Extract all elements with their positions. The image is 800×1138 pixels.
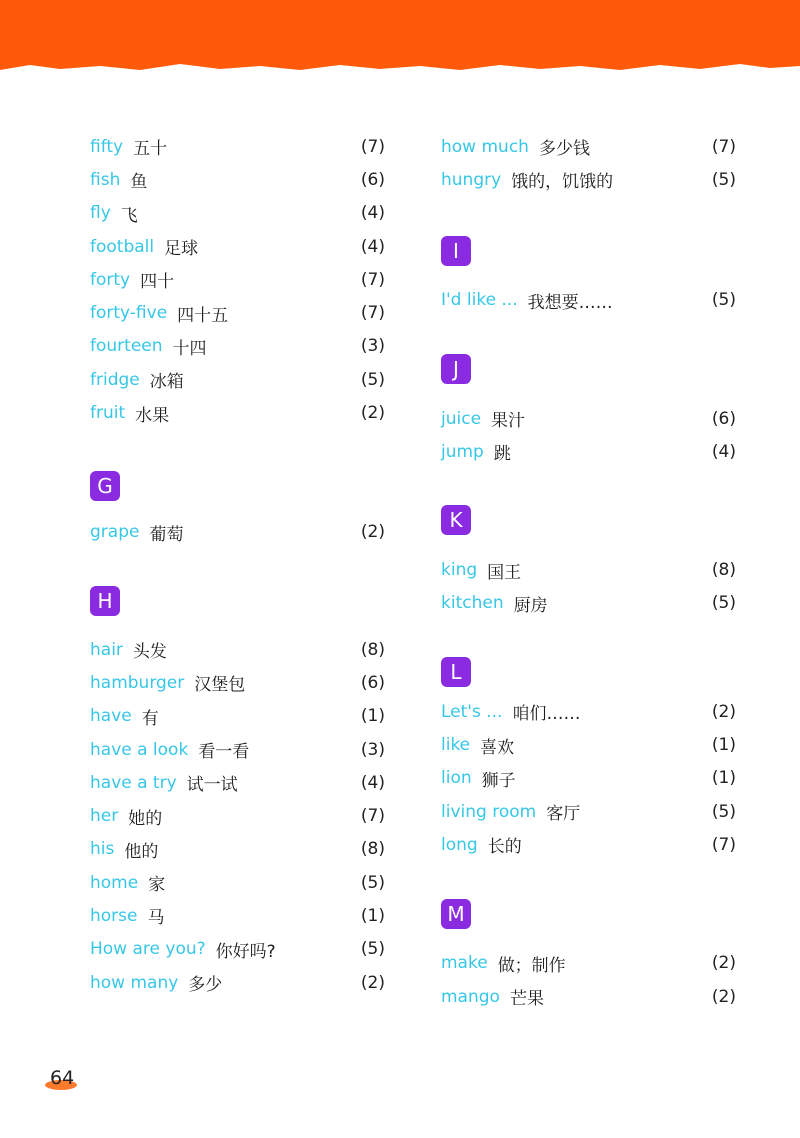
english-word: juice — [441, 408, 482, 429]
unit-number: (5) — [360, 939, 385, 960]
unit-number: (5) — [360, 872, 385, 893]
unit-number: (1) — [711, 735, 736, 756]
chinese-meaning: 试一试 — [186, 775, 238, 796]
chinese-meaning: 做；制作 — [497, 955, 566, 976]
list-item — [441, 402, 736, 435]
unit-number: (2) — [360, 522, 385, 543]
chinese-meaning: 长的 — [487, 837, 522, 858]
english-word: mango — [441, 986, 500, 1007]
unit-number: (8) — [360, 639, 385, 660]
unit-number: (5) — [360, 369, 385, 390]
unit-number: (6) — [711, 408, 736, 429]
unit-number: (4) — [360, 236, 385, 257]
unit-number: (2) — [711, 986, 736, 1007]
chinese-meaning: 咱们…… — [512, 704, 581, 725]
list-item — [90, 363, 385, 396]
letter-badge: L — [441, 657, 471, 687]
unit-number: (7) — [360, 806, 385, 827]
english-word: home — [90, 872, 139, 893]
list-item — [441, 553, 736, 586]
english-word: fly — [90, 203, 111, 224]
english-word: his — [90, 839, 115, 860]
letter-badge: J — [441, 354, 471, 384]
english-word: horse — [90, 905, 138, 926]
chinese-meaning: 水果 — [135, 405, 170, 426]
list-item — [90, 296, 385, 329]
page-number: 64 — [50, 1067, 75, 1089]
chinese-meaning: 足球 — [164, 239, 199, 260]
list-item — [90, 163, 385, 196]
section-header-i — [441, 233, 736, 269]
chinese-meaning: 饿的，饥饿的 — [511, 172, 614, 193]
unit-number: (8) — [360, 839, 385, 860]
chinese-meaning: 冰箱 — [149, 372, 184, 393]
chinese-meaning: 芒果 — [509, 989, 544, 1009]
unit-number: (4) — [360, 772, 385, 793]
list-item — [441, 695, 736, 728]
group-f — [90, 130, 385, 430]
list-item — [441, 435, 736, 468]
unit-number: (1) — [360, 905, 385, 926]
english-word: have a try — [90, 772, 177, 793]
english-word: kitchen — [441, 593, 504, 614]
unit-number: (7) — [360, 136, 385, 157]
unit-number: (3) — [360, 336, 385, 357]
unit-number: (7) — [360, 269, 385, 290]
list-item — [90, 330, 385, 363]
chinese-meaning: 葡萄 — [149, 524, 184, 545]
list-item — [90, 666, 385, 699]
chinese-meaning: 马 — [147, 908, 165, 929]
letter-badge: K — [441, 505, 471, 535]
english-word: fruit — [90, 403, 126, 424]
unit-number: (5) — [711, 593, 736, 614]
unit-number: (2) — [711, 701, 736, 722]
section-header-m — [441, 896, 736, 932]
chinese-meaning: 有 — [141, 708, 159, 729]
right-column — [441, 130, 736, 1013]
left-column — [90, 130, 385, 999]
unit-number: (4) — [360, 203, 385, 224]
list-item — [90, 396, 385, 429]
chinese-meaning: 头发 — [132, 642, 167, 663]
unit-number: (7) — [711, 136, 736, 157]
list-item — [90, 866, 385, 899]
english-word: fish — [90, 169, 121, 190]
list-item — [90, 799, 385, 832]
list-item — [90, 197, 385, 230]
chinese-meaning: 客厅 — [546, 804, 581, 825]
chinese-meaning: 跳 — [493, 444, 511, 465]
english-word: I'd like ... — [441, 290, 518, 311]
unit-number: (4) — [711, 441, 736, 462]
unit-number: (2) — [711, 953, 736, 974]
chinese-meaning: 飞 — [120, 205, 138, 226]
chinese-meaning: 四十五 — [177, 305, 229, 326]
english-word: make — [441, 953, 488, 974]
english-word: have a look — [90, 739, 189, 760]
top-orange-band — [0, 0, 800, 80]
english-word: jump — [441, 441, 484, 462]
list-item — [441, 163, 736, 196]
list-item — [441, 947, 736, 980]
list-item — [441, 980, 736, 1013]
english-word: hair — [90, 639, 123, 660]
chinese-meaning: 她的 — [128, 808, 163, 829]
chinese-meaning: 狮子 — [481, 770, 516, 791]
unit-number: (2) — [360, 972, 385, 993]
unit-number: (6) — [360, 672, 385, 693]
english-word: like — [441, 735, 471, 756]
unit-number: (8) — [711, 560, 736, 581]
list-item — [90, 766, 385, 799]
chinese-meaning: 他的 — [124, 841, 159, 862]
english-word: king — [441, 560, 478, 581]
list-item — [90, 633, 385, 666]
letter-badge: G — [90, 471, 120, 501]
list-item — [441, 795, 736, 828]
english-word: football — [90, 236, 155, 257]
chinese-meaning: 我想要…… — [527, 292, 613, 313]
list-item — [90, 833, 385, 866]
chinese-meaning: 看一看 — [198, 742, 250, 762]
unit-number: (6) — [360, 169, 385, 190]
chinese-meaning: 多少钱 — [538, 139, 590, 160]
section-header-k — [441, 502, 736, 538]
english-word: fridge — [90, 369, 140, 390]
list-item — [441, 728, 736, 761]
english-word: hamburger — [90, 672, 185, 693]
list-item — [90, 230, 385, 263]
chinese-meaning: 四十 — [140, 272, 175, 293]
english-word: grape — [90, 522, 140, 543]
letter-badge: I — [441, 236, 471, 266]
section-header-l — [441, 654, 736, 690]
list-item — [441, 828, 736, 861]
english-word: Let's ... — [441, 701, 503, 722]
section-header-h — [90, 583, 385, 619]
chinese-meaning: 汉堡包 — [194, 675, 246, 696]
chinese-meaning: 果汁 — [491, 411, 526, 432]
section-header-g — [90, 468, 385, 504]
unit-number: (5) — [711, 801, 736, 822]
chinese-meaning: 鱼 — [130, 172, 148, 193]
letter-badge: M — [441, 899, 471, 929]
list-item — [90, 130, 385, 163]
english-word: hungry — [441, 169, 502, 190]
chinese-meaning: 国王 — [487, 562, 522, 583]
english-word: fourteen — [90, 336, 163, 357]
list-item — [441, 284, 736, 317]
english-word: forty — [90, 269, 131, 290]
chinese-meaning: 十四 — [172, 338, 207, 359]
english-word: forty-five — [90, 303, 168, 324]
list-item — [90, 933, 385, 966]
english-word: how much — [441, 136, 529, 157]
chinese-meaning: 厨房 — [513, 595, 548, 616]
list-item — [90, 263, 385, 296]
list-item — [441, 130, 736, 163]
unit-number: (1) — [711, 768, 736, 789]
chinese-meaning: 喜欢 — [480, 737, 515, 758]
list-item — [90, 966, 385, 999]
unit-number: (5) — [711, 290, 736, 311]
list-item — [441, 587, 736, 620]
english-word: have — [90, 706, 132, 727]
english-word: How are you? — [90, 939, 206, 960]
list-item — [90, 899, 385, 932]
english-word: fifty — [90, 136, 124, 157]
english-word: how many — [90, 972, 179, 993]
unit-number: (7) — [360, 303, 385, 324]
chinese-meaning: 你好吗? — [215, 941, 276, 962]
chinese-meaning: 五十 — [133, 139, 168, 160]
chinese-meaning: 多少 — [188, 975, 223, 996]
list-item — [90, 516, 385, 549]
letter-badge: H — [90, 586, 120, 616]
english-word: long — [441, 834, 478, 855]
unit-number: (3) — [360, 739, 385, 760]
list-item — [441, 762, 736, 795]
unit-number: (5) — [711, 169, 736, 190]
english-word: her — [90, 806, 119, 827]
unit-number: (7) — [711, 834, 736, 855]
unit-number: (2) — [360, 403, 385, 424]
list-item — [90, 700, 385, 733]
section-header-j — [441, 351, 736, 387]
chinese-meaning: 家 — [148, 875, 166, 896]
unit-number: (1) — [360, 706, 385, 727]
list-item — [90, 733, 385, 766]
english-word: lion — [441, 768, 472, 789]
english-word: living room — [441, 801, 537, 822]
